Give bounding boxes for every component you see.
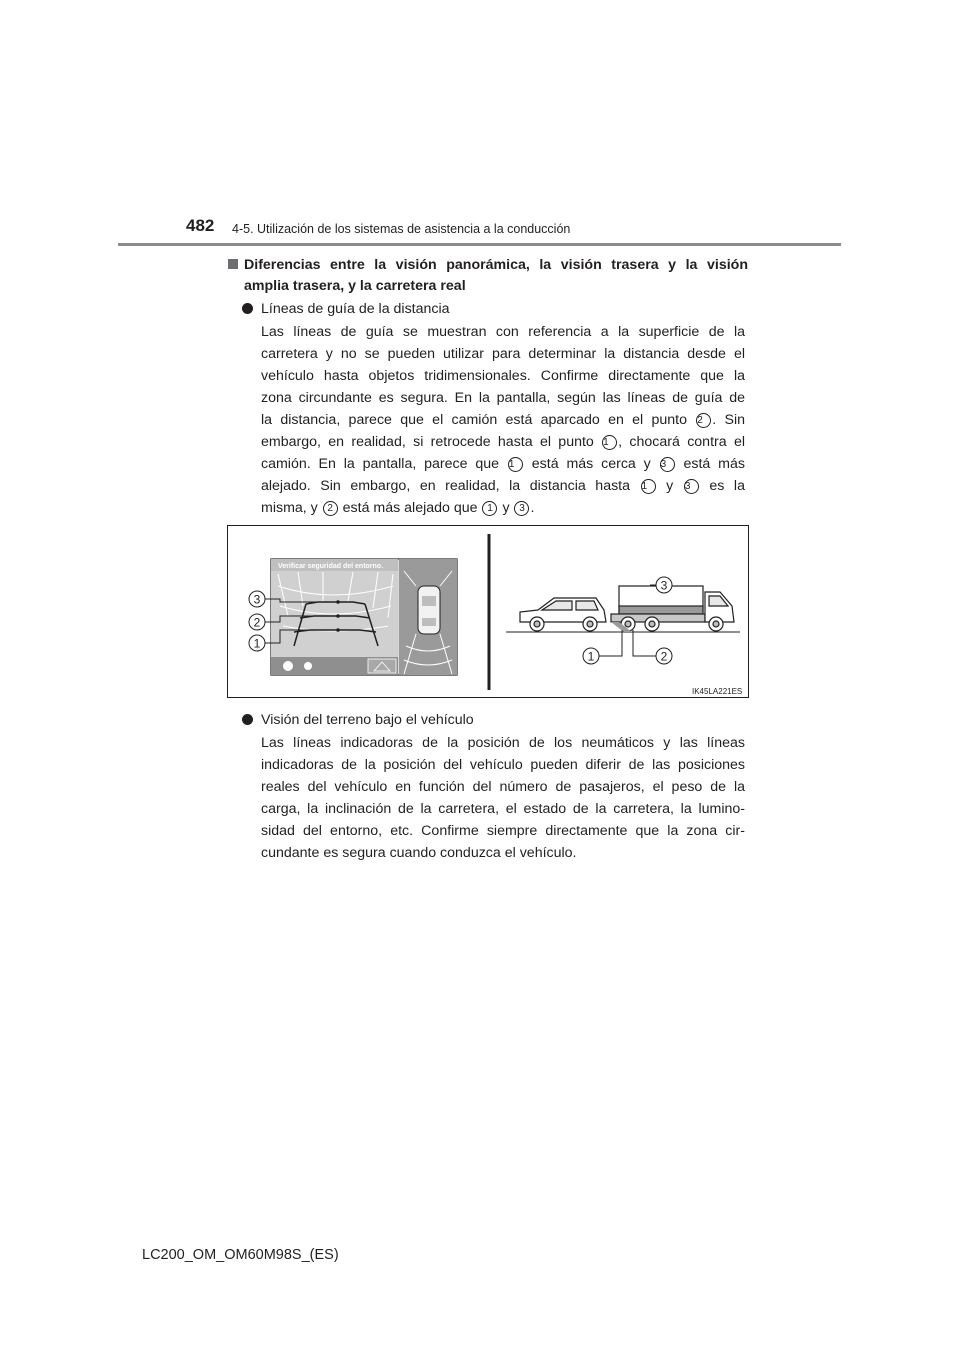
bullet-title-underbody-view: Visión del terreno bajo el vehículo — [261, 712, 474, 728]
text-run: alejado. Sin embargo, en realidad, la distancia hasta — [261, 478, 631, 494]
para-line — [261, 410, 745, 431]
para-line: vehículo hasta objetos tridimensionales. Confirme directamente que la — [261, 368, 745, 384]
para-line: carretera y no se pueden utilizar para determinar la distancia desde el — [261, 346, 745, 362]
text-run: misma, y — [261, 500, 318, 516]
number-badge: 1 — [482, 501, 497, 516]
figure-guide-lines — [227, 525, 749, 698]
text-run: y — [666, 478, 674, 494]
text-run: , chocará contra el — [618, 434, 745, 450]
para-line: carga, la inclinación de la carretera, el estado de la carretera, la lumino- — [261, 801, 745, 817]
text-run: camión. En la pantalla, parece que — [261, 456, 500, 472]
person-icon — [304, 662, 312, 670]
bullet-guide-lines — [242, 299, 450, 320]
text-run: es la — [709, 478, 745, 494]
side-view-scene — [506, 577, 742, 696]
footer-doc-code: LC200_OM_OM60M98S_(ES) — [142, 1247, 339, 1263]
para-line — [261, 454, 745, 475]
text-run: . Sin — [712, 412, 745, 428]
number-badge: 3 — [660, 457, 675, 472]
para-line: Las líneas indicadoras de la posición de los neumáticos y las líneas — [261, 735, 745, 751]
para-line — [261, 498, 745, 519]
screen-banner: Verificar seguridad del entorno. — [278, 563, 384, 570]
text-run: está más — [683, 456, 745, 472]
figure-code: IK45LA221ES — [692, 687, 743, 696]
para-line — [261, 476, 745, 497]
bullet-icon — [242, 303, 253, 314]
section-title: 4-5. Utilización de los sistemas de asistencia a la conducción — [232, 222, 571, 236]
para-line — [261, 432, 745, 453]
text-run: la distancia, parece que el camión está aparcado en el punto — [261, 412, 687, 428]
heading-line-1 — [228, 255, 748, 276]
callout-right-1: 1 — [587, 649, 595, 664]
para-line: reales del vehículo en función del número de pasajeros, el peso de la — [261, 779, 745, 795]
para-line: Las líneas de guía se muestran con referencia a la superficie de la — [261, 324, 745, 340]
callout-left-2: 2 — [253, 615, 261, 630]
para-line: cundante es segura cuando conduzca el vehículo. — [261, 845, 577, 861]
text-run: . — [530, 500, 535, 516]
number-badge: 2 — [323, 501, 338, 516]
suv-illustration — [520, 598, 606, 631]
para-line: sidad del entorno, etc. Confirme siempre directamente que la zona cir- — [261, 823, 745, 839]
para-line: zona circundante es segura. En la pantalla, según las líneas de guía de — [261, 390, 745, 406]
number-badge: 3 — [684, 479, 699, 494]
callout-right-2: 2 — [660, 649, 668, 664]
number-badge: 2 — [696, 413, 711, 428]
number-badge: 1 — [641, 479, 656, 494]
figure-illustration — [228, 526, 748, 697]
header-rule — [118, 243, 841, 246]
number-badge: 1 — [602, 435, 617, 450]
heading-line-2: amplia trasera, y la carretera real — [244, 278, 466, 294]
text-run: está más alejado que — [342, 500, 478, 516]
bullet-underbody-view — [242, 710, 474, 731]
vehicle-top-view — [418, 586, 440, 634]
text-run: y — [502, 500, 510, 516]
text-run: está más cerca y — [531, 456, 651, 472]
bullet-icon — [242, 714, 253, 725]
callout-right-3: 3 — [660, 578, 668, 593]
text-run: embargo, en realidad, si retrocede hasta el punto — [261, 434, 594, 450]
page-number: 482 — [186, 216, 215, 235]
truck-illustration — [611, 586, 734, 631]
para-line: indicadoras de la posición del vehículo pueden diferir de las posiciones — [261, 757, 745, 773]
camera-icon — [283, 661, 293, 671]
callout-left-1: 1 — [253, 636, 261, 651]
callout-left-3: 3 — [253, 592, 261, 607]
bullet-title-guide-lines: Líneas de guía de la distancia — [261, 301, 450, 317]
heading-text-1: Diferencias entre la visión panorámica, la visión trasera y la visión — [244, 257, 748, 273]
monitor-screen — [249, 559, 457, 675]
number-badge: 1 — [508, 457, 523, 472]
number-badge: 3 — [514, 501, 529, 516]
square-bullet-icon — [228, 259, 238, 269]
